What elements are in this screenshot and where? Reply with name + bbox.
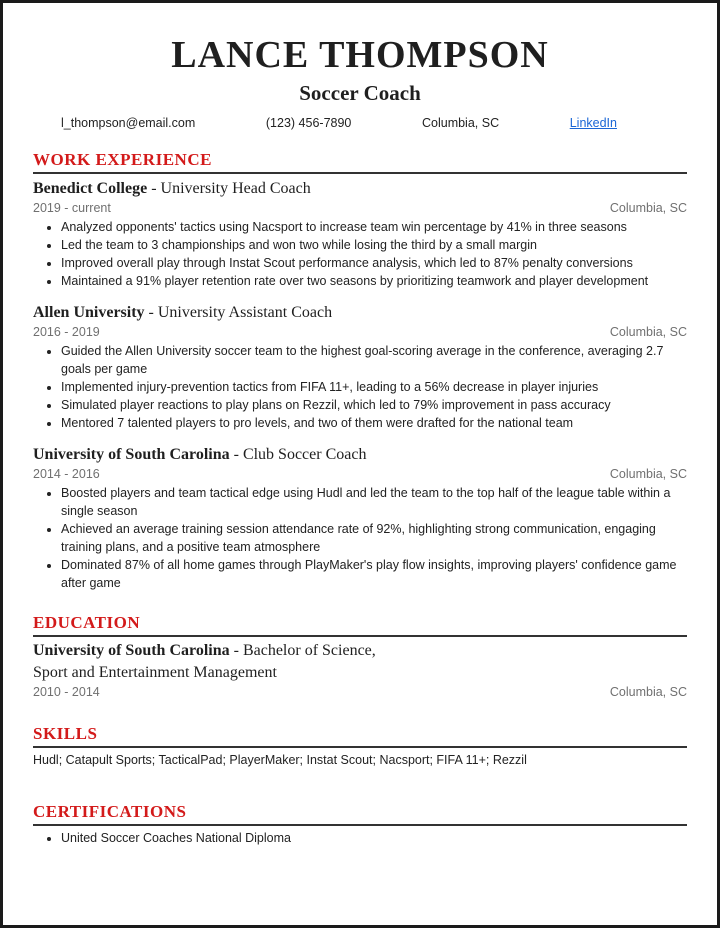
candidate-title: Soccer Coach	[299, 81, 421, 105]
job-organization: Benedict College	[33, 180, 148, 197]
job-meta	[33, 324, 687, 341]
contact-phone: (123) 456-7890	[265, 116, 352, 130]
job-location: Columbia, SC	[609, 201, 687, 215]
job-organization: Allen University	[33, 304, 145, 321]
section-divider	[33, 746, 687, 748]
contact-email: l_thompson@email.com	[61, 116, 196, 130]
candidate-name: LANCE THOMPSON	[171, 34, 549, 76]
job-role: University Assistant Coach	[157, 304, 333, 321]
job-role: Club Soccer Coach	[242, 446, 367, 463]
list-item: • Achieved an average training session attendance rate of 92%, highlighting strong communication, engaging training plans, and a positive team atmosphere	[61, 520, 687, 556]
education-heading	[33, 640, 687, 662]
list-item: • Maintained a 91% player retention rate over two seasons by prioritizing teamwork and player development	[61, 272, 687, 290]
list-item: • Analyzed opponents' tactics using Nacsport to increase team win percentage by 41% in three seasons	[61, 218, 687, 236]
section-divider	[33, 824, 687, 826]
certifications-section	[33, 801, 687, 847]
resume-page	[3, 3, 717, 925]
job-location: Columbia, SC	[609, 467, 687, 481]
job-meta	[33, 466, 687, 483]
job-entry	[33, 178, 687, 290]
section-divider	[33, 172, 687, 174]
heading-separator: -	[229, 642, 243, 659]
list-item: • United Soccer Coaches National Diploma	[61, 829, 687, 847]
list-item: • Guided the Allen University soccer team to the highest goal-scoring average in the conference, averaging 2.7 goals per game	[61, 342, 687, 378]
contact-location: Columbia, SC	[421, 116, 500, 130]
job-bullets	[33, 484, 687, 592]
education-location: Columbia, SC	[609, 685, 687, 699]
section-title-work: WORK EXPERIENCE	[33, 150, 212, 169]
skills-list: Hudl; Catapult Sports; TacticalPad; PlayerMaker; Instat Scout; Nacsport; FIFA 11+; Rezzil	[33, 753, 527, 767]
certification-list	[33, 829, 687, 847]
skills-section	[33, 723, 687, 769]
education-section	[33, 612, 687, 701]
job-heading	[33, 444, 687, 466]
list-item: • Led the team to 3 championships and won two while losing the third by a small margin	[61, 236, 687, 254]
education-major: Sport and Entertainment Management	[33, 664, 277, 681]
job-entry	[33, 444, 687, 592]
job-location: Columbia, SC	[609, 325, 687, 339]
education-degree: Bachelor of Science,	[242, 642, 376, 659]
list-item: • Improved overall play through Instat Scout performance analysis, which led to 87% penalty conversions	[61, 254, 687, 272]
list-item: • Implemented injury-prevention tactics from FIFA 11+, leading to a 56% decrease in player injuries	[61, 378, 687, 396]
work-section	[33, 149, 687, 592]
job-bullets	[33, 218, 687, 290]
education-school: University of South Carolina	[33, 642, 230, 659]
job-dates: 2019 - current	[33, 201, 111, 215]
job-dates: 2016 - 2019	[33, 325, 100, 339]
contact-bar	[33, 115, 687, 131]
heading-separator: -	[229, 446, 243, 463]
section-title-skills: SKILLS	[33, 724, 98, 743]
job-role: University Head Coach	[160, 180, 311, 197]
job-heading	[33, 178, 687, 200]
education-meta	[33, 684, 687, 701]
job-heading	[33, 302, 687, 324]
list-item: • Mentored 7 talented players to pro levels, and two of them were drafted for the national team	[61, 414, 687, 432]
list-item: • Dominated 87% of all home games through PlayMaker's play flow insights, improving players' confidence game after game	[61, 556, 687, 592]
section-title-certifications: CERTIFICATIONS	[33, 802, 187, 821]
section-divider	[33, 635, 687, 637]
job-organization: University of South Carolina	[33, 446, 230, 463]
heading-separator: -	[144, 304, 158, 321]
linkedin-link[interactable]: LinkedIn	[569, 116, 617, 130]
list-item: • Boosted players and team tactical edge using Hudl and led the team to the top half of the league table within a single season	[61, 484, 687, 520]
section-title-education: EDUCATION	[33, 613, 141, 632]
list-item: • Simulated player reactions to play plans on Rezzil, which led to 79% improvement in pass accuracy	[61, 396, 687, 414]
education-dates: 2010 - 2014	[33, 685, 100, 699]
job-meta	[33, 200, 687, 217]
heading-separator: -	[147, 180, 161, 197]
job-dates: 2014 - 2016	[33, 467, 100, 481]
job-entry	[33, 302, 687, 432]
job-bullets	[33, 342, 687, 432]
